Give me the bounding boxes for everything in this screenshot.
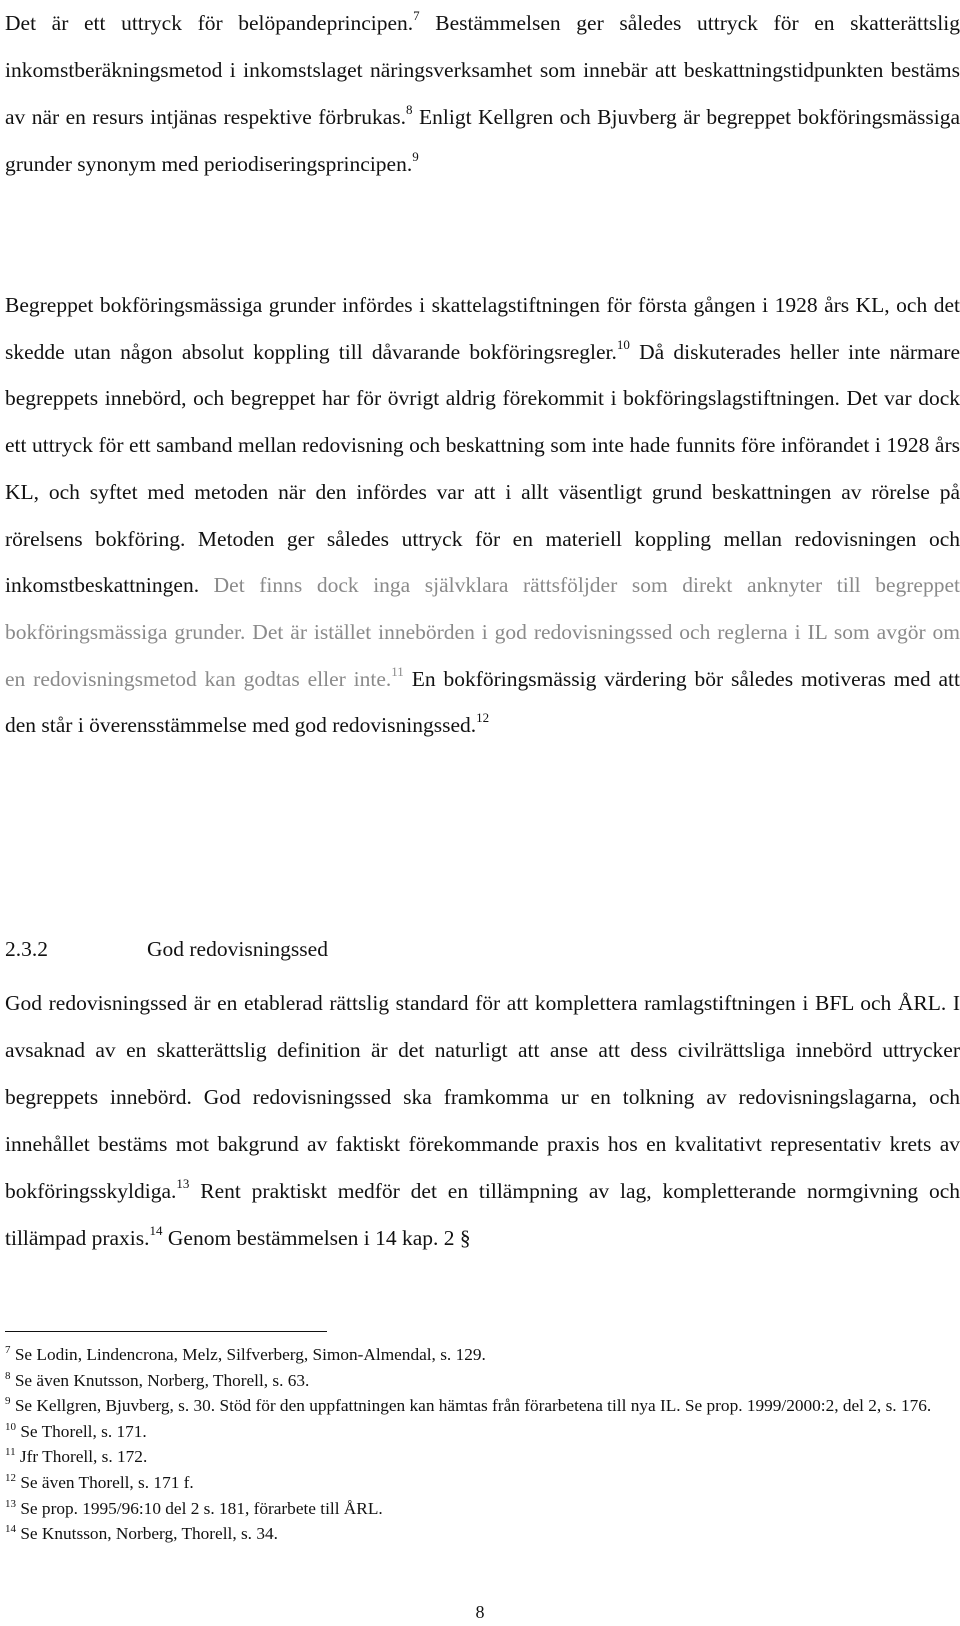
footnote-ref-8: 8 [406, 102, 413, 117]
footnote-number: 9 [5, 1395, 11, 1408]
footnote-ref-10: 10 [616, 336, 630, 352]
footnote [5, 1496, 960, 1522]
paragraph-text: Då diskuterades heller inte närmare begreppets innebörd, och begreppet har för övrigt aldrig förekommit i bokföringslagstiftningen. Det var dock ett uttryck för ett samband mellan redovisning och beskattning som inte hade funnits före införandet i 1928 års KL, och syftet med metoden när den infördes var att i allt väsentligt grund beskattningen av rörelse på rörelsens bokföring. Metoden ger således uttryck för en materiell koppling mellan redovisningen och inkomstbeskattningen. [5, 339, 960, 598]
footnote-separator [5, 1331, 327, 1332]
footnote [5, 1393, 960, 1419]
footnote-ref-14: 14 [149, 1223, 163, 1238]
footnote [5, 1444, 960, 1470]
footnote-number: 7 [5, 1344, 11, 1356]
footnote-ref-12: 12 [476, 710, 490, 726]
footnote-number: 13 [5, 1497, 16, 1510]
footnote-text: Jfr Thorell, s. 172. [15, 1447, 148, 1467]
footnote-text: Se även Knutsson, Norberg, Thorell, s. 63. [10, 1370, 310, 1390]
footnote-text: Se Knutsson, Norberg, Thorell, s. 34. [16, 1524, 278, 1544]
footnote-ref-9: 9 [412, 149, 419, 164]
footnote-ref-13: 13 [176, 1176, 190, 1191]
footnote [5, 1470, 960, 1496]
footnote-ref-7: 7 [413, 8, 420, 23]
footnote-text: Se prop. 1995/96:10 del 2 s. 181, förarbete till ÅRL. [16, 1498, 383, 1518]
footnote-number: 14 [5, 1523, 16, 1536]
footnote-text: Se Thorell, s. 171. [16, 1421, 147, 1441]
paragraph-text: Begreppet bokföringsmässiga grunder infördes i skattelagstiftningen för första gången i 1928 års KL, och det skedde utan någon absolut koppling till dåvarande bokföringsregler. [5, 293, 960, 364]
paragraph-text: Bestämmelsen ger således uttryck för en skatterättslig inkomstberäkningsmetod i inkomstslaget näringsverksamhet som innebär att beskattningstidpunkten bestäms av när en resurs intjänas respektive förbrukas. [5, 11, 960, 129]
footnote-text: Se Kellgren, Bjuvberg, s. 30. Stöd för den uppfattningen kan hämtas från förarbetena till nya IL. Se prop. 1999/2000:2, del 2, s. 176. [10, 1396, 932, 1416]
paragraph-1 [5, 0, 960, 188]
section-number: 2.3.2 [5, 937, 48, 961]
paragraph-2 [5, 282, 960, 749]
paragraph-3 [5, 980, 960, 1262]
section-heading [5, 935, 328, 963]
footnote-number: 8 [5, 1369, 11, 1382]
paragraph-text: Rent praktiskt medför det en tillämpning av lag, kompletterande normgivning och tillämpad praxis. [5, 1179, 960, 1250]
footnotes [5, 1342, 960, 1547]
paragraph-text: Det är ett uttryck för belöpandeprincipen. [5, 11, 414, 35]
footnote-number: 11 [5, 1446, 16, 1459]
footnote [5, 1368, 960, 1394]
paragraph-text: God redovisningssed är en etablerad rättslig standard för att komplettera ramlagstiftningen i BFL och ÅRL. I avsaknad av en skatterättslig definition är det naturligt att anse att dess civilrättsliga innebörd uttrycker begreppets innebörd. God redovisningssed ska framkomma ur en tolkning av redovisningslagarna, och innehållet bestäms mot bakgrund av faktiskt förekommande praxis hos en kvalitativt representativ krets av bokföringsskyldiga. [5, 991, 960, 1203]
footnote-ref-11: 11 [391, 663, 404, 679]
footnote-text: Se även Thorell, s. 171 f. [16, 1472, 194, 1492]
footnote [5, 1342, 960, 1368]
paragraph-text: Enligt Kellgren och Bjuvberg är begreppet bokföringsmässiga grunder synonym med periodiseringsprincipen. [5, 105, 960, 176]
paragraph-text: Genom bestämmelsen i 14 kap. 2 § [162, 1226, 471, 1250]
footnote [5, 1419, 960, 1445]
footnote-number: 12 [5, 1471, 16, 1484]
page-number: 8 [475, 1602, 485, 1622]
footnote-number: 10 [5, 1420, 16, 1433]
section-title: God redovisningssed [147, 937, 328, 961]
footnote [5, 1521, 960, 1547]
paragraph-text-gray: Det finns dock inga självklara rättsföljder som direkt anknyter till begreppet bokföringsmässiga grunder. Det är istället innebörden i god redovisningssed och reglerna i IL som avgör om en redovisningsmetod kan godtas eller inte. [5, 573, 960, 691]
paragraph-text: En bokföringsmässig värdering bör således motiveras med att den står i överensstämmelse med god redovisningssed. [5, 666, 960, 738]
footnote-text: Se Lodin, Lindencrona, Melz, Silfverberg, Simon-Almendal, s. 129. [10, 1345, 486, 1364]
